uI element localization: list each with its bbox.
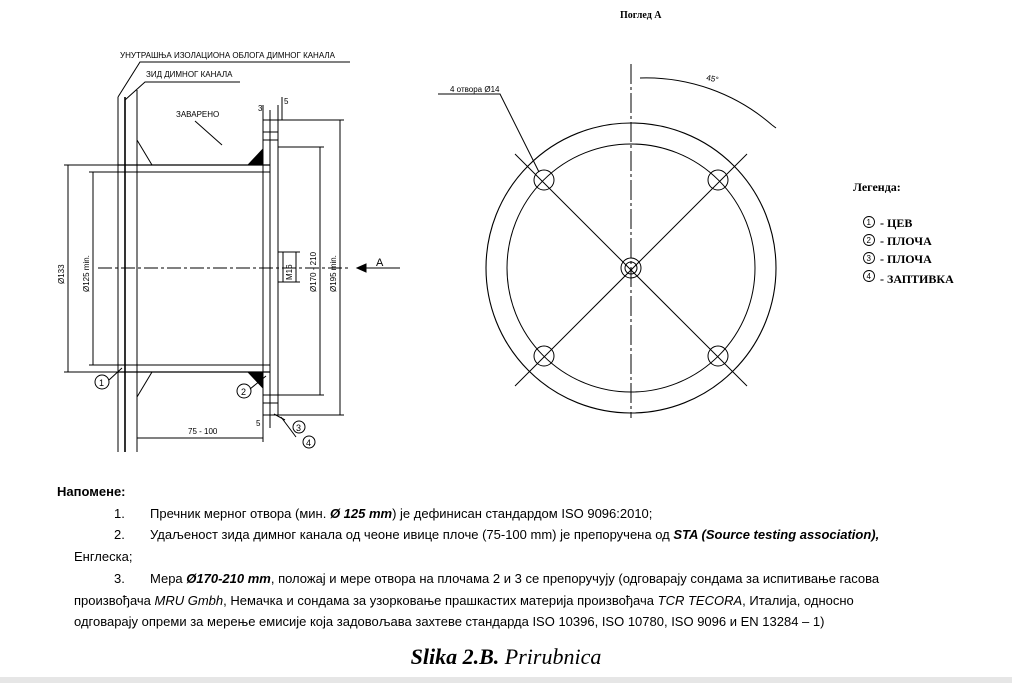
view-arrow-label: A — [376, 257, 384, 269]
section-labels — [57, 51, 384, 448]
weld-bottom-left — [137, 372, 152, 397]
legend-text-2: - ПЛОЧА — [880, 234, 932, 248]
dim-3-label: 3 — [258, 104, 263, 113]
note-3-cont-c: , Немачка и сондама за узорковање прашкастих материја произвођача — [223, 592, 658, 608]
note-3-cont — [57, 590, 957, 612]
view-title: Поглед А — [620, 10, 662, 21]
welded-label: ЗАВАРЕНО — [176, 110, 220, 119]
legend-text-3: - ПЛОЧА — [880, 252, 932, 266]
angle-arc — [640, 78, 772, 125]
legend-num-2: 2 — [866, 236, 871, 245]
notes-heading: Напомене: — [57, 484, 126, 499]
legend-text-1: - ЦЕВ — [880, 216, 913, 230]
note-3-cont-b: MRU Gmbh — [154, 592, 224, 608]
view-labels — [450, 10, 719, 94]
figure-caption — [0, 644, 1012, 670]
weld-top-left — [137, 140, 152, 165]
callout-2-label: 2 — [241, 387, 247, 397]
bottom-bar — [0, 677, 1012, 683]
note-1-num: 1. — [114, 505, 125, 521]
legend-num-1: 1 — [866, 218, 871, 227]
note-3-pre: Мера — [150, 570, 187, 586]
dim-m16-label: M16 — [285, 264, 294, 280]
wall-leader — [125, 82, 240, 100]
note-1-em: Ø 125 mm — [329, 505, 393, 521]
bolt-m16 — [278, 252, 283, 282]
dim-d170-label: Ø170 - 210 — [309, 251, 318, 292]
holes-label: 4 отвора Ø14 — [450, 85, 500, 94]
note-3 — [57, 568, 957, 590]
holes-leader — [438, 94, 539, 172]
dim-d133-label: Ø133 — [57, 264, 66, 284]
section-view — [64, 62, 400, 452]
callout-1-label: 1 — [99, 378, 105, 388]
notes — [57, 481, 957, 633]
wall-label: ЗИД ДИМНОГ КАНАЛА — [146, 70, 233, 79]
legend-item-4 — [864, 271, 955, 287]
insulation-leader — [118, 62, 350, 97]
legend-text-4: - ЗАПТИВКА — [880, 272, 954, 286]
note-2-pre: Удаљеност зида димног канала од чеоне ивице плоче (75-100 mm) је препоручена од — [150, 527, 674, 543]
legend-num-3: 3 — [866, 254, 871, 263]
dim-5-bottom-label: 5 — [256, 419, 261, 428]
callout-3-label: 3 — [296, 423, 302, 433]
note-2 — [57, 524, 957, 546]
caption-text: Prirubnica — [499, 644, 602, 669]
note-3-cont2: одговарају опреми за мерење емисије која задовољава захтеве стандарда ISO 10396, ISO 10780, ISO 9096 и EN 13284 – 1) — [74, 614, 825, 630]
legend-item-3 — [864, 252, 933, 266]
note-1-post: ) је дефинисан стандардом ISO 9096:2010; — [392, 505, 653, 521]
note-1 — [57, 503, 957, 525]
legend-item-2 — [864, 234, 933, 248]
note-2-em: STA (Source testing association), — [673, 527, 880, 543]
dim-5-top-label: 5 — [284, 97, 289, 106]
callout-4-label: 4 — [306, 438, 312, 448]
note-2-num: 2. — [114, 527, 125, 543]
note-1-pre: Пречник мерног отвора (мин. — [150, 505, 330, 521]
welded-leader — [195, 121, 222, 145]
legend — [853, 180, 954, 286]
weld-top-right — [248, 150, 262, 165]
legend-item-1 — [864, 216, 913, 230]
view-a — [438, 64, 776, 418]
note-3-cont-e: , Италија, односно — [742, 592, 854, 608]
note-3-cont-d: TCR TECORA — [657, 592, 743, 608]
dim-d195-label: Ø195 min. — [329, 255, 338, 292]
dim-d125-label: Ø125 min. — [82, 255, 91, 292]
insulation-label: УНУТРАШЊА ИЗОЛАЦИОНА ОБЛОГА ДИМНОГ КАНАЛА — [120, 51, 335, 60]
legend-num-4: 4 — [866, 272, 871, 281]
note-3-num: 3. — [114, 570, 125, 586]
legend-title: Легенда: — [853, 180, 901, 194]
caption-number: Slika 2.B. — [410, 644, 500, 669]
dim-length-label: 75 - 100 — [188, 427, 218, 436]
note-2-cont: Енглеска; — [74, 549, 133, 565]
note-3-post: , положај и мере отвора на плочама 2 и 3 се препоручују (одговарају сондама за испитивање гасова — [270, 570, 880, 586]
note-3-em: Ø170-210 mm — [186, 570, 271, 586]
angle-label: 45° — [705, 73, 720, 85]
note-3-cont-a: произвођача — [74, 592, 155, 608]
